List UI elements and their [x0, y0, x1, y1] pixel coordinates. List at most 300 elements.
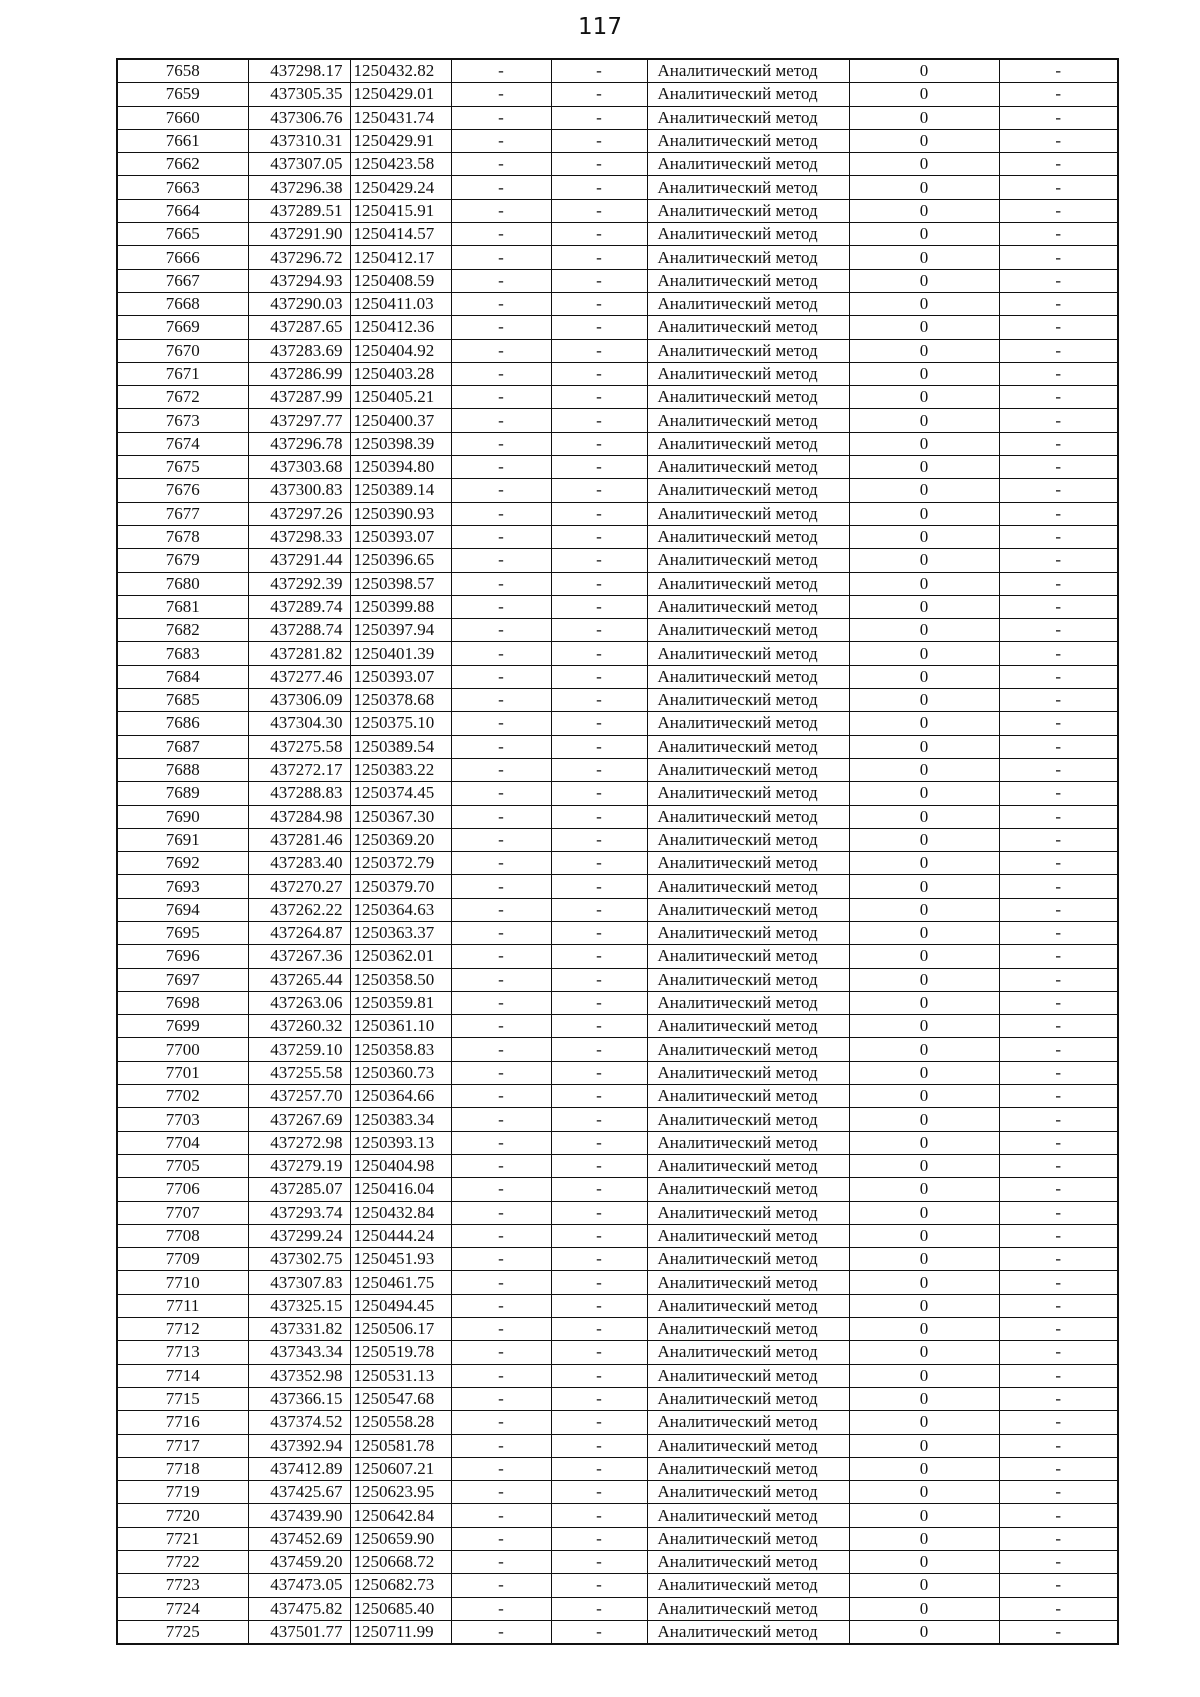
- dash-cell: -: [551, 1061, 647, 1084]
- table-row: [117, 782, 1118, 805]
- dash-cell: -: [551, 1224, 647, 1247]
- error-value-cell: 0: [849, 1481, 999, 1504]
- x-coordinate-cell: 437302.75: [248, 1248, 350, 1271]
- dash-cell: -: [451, 689, 551, 712]
- method-cell: Аналитический метод: [647, 525, 849, 548]
- dash-cell: -: [551, 129, 647, 152]
- dash-cell: -: [551, 1015, 647, 1038]
- dash-cell: -: [999, 921, 1118, 944]
- method-cell: Аналитический метод: [647, 199, 849, 222]
- y-coordinate-cell: 1250397.94: [350, 619, 451, 642]
- dash-cell: -: [551, 153, 647, 176]
- dash-cell: -: [551, 1597, 647, 1620]
- method-cell: Аналитический метод: [647, 1341, 849, 1364]
- point-number-cell: 7699: [117, 1015, 248, 1038]
- dash-cell: -: [999, 106, 1118, 129]
- method-cell: Аналитический метод: [647, 1085, 849, 1108]
- coordinates-table: [116, 58, 1119, 1645]
- method-cell: Аналитический метод: [647, 59, 849, 83]
- method-cell: Аналитический метод: [647, 316, 849, 339]
- dash-cell: -: [999, 362, 1118, 385]
- method-cell: Аналитический метод: [647, 432, 849, 455]
- dash-cell: -: [551, 339, 647, 362]
- error-value-cell: 0: [849, 1341, 999, 1364]
- dash-cell: -: [551, 1457, 647, 1480]
- point-number-cell: 7708: [117, 1224, 248, 1247]
- dash-cell: -: [451, 83, 551, 106]
- y-coordinate-cell: 1250607.21: [350, 1457, 451, 1480]
- y-coordinate-cell: 1250398.57: [350, 572, 451, 595]
- x-coordinate-cell: 437255.58: [248, 1061, 350, 1084]
- method-cell: Аналитический метод: [647, 1294, 849, 1317]
- x-coordinate-cell: 437287.65: [248, 316, 350, 339]
- y-coordinate-cell: 1250451.93: [350, 1248, 451, 1271]
- dash-cell: -: [451, 479, 551, 502]
- table-row: [117, 991, 1118, 1014]
- dash-cell: -: [999, 1364, 1118, 1387]
- y-coordinate-cell: 1250401.39: [350, 642, 451, 665]
- dash-cell: -: [999, 432, 1118, 455]
- dash-cell: -: [999, 1597, 1118, 1620]
- dash-cell: -: [999, 665, 1118, 688]
- method-cell: Аналитический метод: [647, 712, 849, 735]
- point-number-cell: 7696: [117, 945, 248, 968]
- table-row: [117, 665, 1118, 688]
- y-coordinate-cell: 1250429.91: [350, 129, 451, 152]
- dash-cell: -: [551, 945, 647, 968]
- y-coordinate-cell: 1250361.10: [350, 1015, 451, 1038]
- error-value-cell: 0: [849, 83, 999, 106]
- dash-cell: -: [999, 875, 1118, 898]
- dash-cell: -: [999, 1178, 1118, 1201]
- table-row: [117, 1551, 1118, 1574]
- x-coordinate-cell: 437262.22: [248, 898, 350, 921]
- x-coordinate-cell: 437297.26: [248, 502, 350, 525]
- x-coordinate-cell: 437300.83: [248, 479, 350, 502]
- error-value-cell: 0: [849, 758, 999, 781]
- dash-cell: -: [999, 199, 1118, 222]
- dash-cell: -: [551, 619, 647, 642]
- dash-cell: -: [551, 665, 647, 688]
- y-coordinate-cell: 1250367.30: [350, 805, 451, 828]
- dash-cell: -: [551, 59, 647, 83]
- dash-cell: -: [999, 782, 1118, 805]
- dash-cell: -: [999, 1341, 1118, 1364]
- point-number-cell: 7711: [117, 1294, 248, 1317]
- x-coordinate-cell: 437260.32: [248, 1015, 350, 1038]
- dash-cell: -: [451, 1085, 551, 1108]
- x-coordinate-cell: 437283.69: [248, 339, 350, 362]
- error-value-cell: 0: [849, 665, 999, 688]
- dash-cell: -: [999, 549, 1118, 572]
- dash-cell: -: [999, 1574, 1118, 1597]
- dash-cell: -: [551, 782, 647, 805]
- error-value-cell: 0: [849, 1434, 999, 1457]
- method-cell: Аналитический метод: [647, 875, 849, 898]
- method-cell: Аналитический метод: [647, 619, 849, 642]
- point-number-cell: 7693: [117, 875, 248, 898]
- point-number-cell: 7675: [117, 456, 248, 479]
- y-coordinate-cell: 1250396.65: [350, 549, 451, 572]
- method-cell: Аналитический метод: [647, 1248, 849, 1271]
- error-value-cell: 0: [849, 316, 999, 339]
- x-coordinate-cell: 437306.09: [248, 689, 350, 712]
- table-row: [117, 712, 1118, 735]
- y-coordinate-cell: 1250394.80: [350, 456, 451, 479]
- dash-cell: -: [551, 199, 647, 222]
- y-coordinate-cell: 1250358.50: [350, 968, 451, 991]
- dash-cell: -: [999, 1551, 1118, 1574]
- y-coordinate-cell: 1250389.14: [350, 479, 451, 502]
- point-number-cell: 7701: [117, 1061, 248, 1084]
- x-coordinate-cell: 437275.58: [248, 735, 350, 758]
- x-coordinate-cell: 437366.15: [248, 1387, 350, 1410]
- x-coordinate-cell: 437298.17: [248, 59, 350, 83]
- point-number-cell: 7664: [117, 199, 248, 222]
- table-row: [117, 572, 1118, 595]
- table-row: [117, 409, 1118, 432]
- x-coordinate-cell: 437299.24: [248, 1224, 350, 1247]
- method-cell: Аналитический метод: [647, 1457, 849, 1480]
- dash-cell: -: [451, 1201, 551, 1224]
- method-cell: Аналитический метод: [647, 1038, 849, 1061]
- y-coordinate-cell: 1250383.34: [350, 1108, 451, 1131]
- dash-cell: -: [999, 968, 1118, 991]
- dash-cell: -: [999, 246, 1118, 269]
- dash-cell: -: [551, 735, 647, 758]
- dash-cell: -: [451, 619, 551, 642]
- table-row: [117, 246, 1118, 269]
- point-number-cell: 7684: [117, 665, 248, 688]
- y-coordinate-cell: 1250432.84: [350, 1201, 451, 1224]
- error-value-cell: 0: [849, 1620, 999, 1644]
- dash-cell: -: [551, 1085, 647, 1108]
- point-number-cell: 7706: [117, 1178, 248, 1201]
- dash-cell: -: [551, 898, 647, 921]
- dash-cell: -: [551, 1504, 647, 1527]
- method-cell: Аналитический метод: [647, 1318, 849, 1341]
- table-row: [117, 549, 1118, 572]
- error-value-cell: 0: [849, 1294, 999, 1317]
- point-number-cell: 7700: [117, 1038, 248, 1061]
- point-number-cell: 7688: [117, 758, 248, 781]
- x-coordinate-cell: 437310.31: [248, 129, 350, 152]
- y-coordinate-cell: 1250363.37: [350, 921, 451, 944]
- x-coordinate-cell: 437304.30: [248, 712, 350, 735]
- error-value-cell: 0: [849, 595, 999, 618]
- point-number-cell: 7670: [117, 339, 248, 362]
- x-coordinate-cell: 437267.69: [248, 1108, 350, 1131]
- dash-cell: -: [999, 83, 1118, 106]
- method-cell: Аналитический метод: [647, 828, 849, 851]
- table-row: [117, 875, 1118, 898]
- dash-cell: -: [999, 828, 1118, 851]
- table-row: [117, 1318, 1118, 1341]
- point-number-cell: 7718: [117, 1457, 248, 1480]
- x-coordinate-cell: 437265.44: [248, 968, 350, 991]
- dash-cell: -: [551, 1154, 647, 1177]
- y-coordinate-cell: 1250461.75: [350, 1271, 451, 1294]
- error-value-cell: 0: [849, 828, 999, 851]
- method-cell: Аналитический метод: [647, 292, 849, 315]
- x-coordinate-cell: 437296.78: [248, 432, 350, 455]
- table-row: [117, 735, 1118, 758]
- point-number-cell: 7707: [117, 1201, 248, 1224]
- x-coordinate-cell: 437286.99: [248, 362, 350, 385]
- dash-cell: -: [551, 1248, 647, 1271]
- dash-cell: -: [451, 432, 551, 455]
- error-value-cell: 0: [849, 1061, 999, 1084]
- point-number-cell: 7714: [117, 1364, 248, 1387]
- point-number-cell: 7704: [117, 1131, 248, 1154]
- table-row: [117, 432, 1118, 455]
- error-value-cell: 0: [849, 106, 999, 129]
- y-coordinate-cell: 1250412.36: [350, 316, 451, 339]
- dash-cell: -: [999, 176, 1118, 199]
- dash-cell: -: [999, 1108, 1118, 1131]
- method-cell: Аналитический метод: [647, 1201, 849, 1224]
- dash-cell: -: [451, 572, 551, 595]
- table-row: [117, 758, 1118, 781]
- point-number-cell: 7673: [117, 409, 248, 432]
- table-row: [117, 1481, 1118, 1504]
- table-row: [117, 1364, 1118, 1387]
- point-number-cell: 7677: [117, 502, 248, 525]
- table-row: [117, 1294, 1118, 1317]
- method-cell: Аналитический метод: [647, 1387, 849, 1410]
- point-number-cell: 7661: [117, 129, 248, 152]
- table-row: [117, 968, 1118, 991]
- table-body: [117, 59, 1118, 1644]
- dash-cell: -: [999, 525, 1118, 548]
- method-cell: Аналитический метод: [647, 665, 849, 688]
- dash-cell: -: [451, 875, 551, 898]
- dash-cell: -: [451, 1341, 551, 1364]
- point-number-cell: 7687: [117, 735, 248, 758]
- table-row: [117, 1387, 1118, 1410]
- method-cell: Аналитический метод: [647, 106, 849, 129]
- dash-cell: -: [999, 642, 1118, 665]
- dash-cell: -: [551, 712, 647, 735]
- error-value-cell: 0: [849, 409, 999, 432]
- dash-cell: -: [551, 1341, 647, 1364]
- x-coordinate-cell: 437284.98: [248, 805, 350, 828]
- y-coordinate-cell: 1250393.07: [350, 525, 451, 548]
- method-cell: Аналитический метод: [647, 1178, 849, 1201]
- dash-cell: -: [999, 502, 1118, 525]
- dash-cell: -: [551, 968, 647, 991]
- point-number-cell: 7702: [117, 1085, 248, 1108]
- method-cell: Аналитический метод: [647, 1411, 849, 1434]
- dash-cell: -: [999, 572, 1118, 595]
- error-value-cell: 0: [849, 129, 999, 152]
- table-row: [117, 456, 1118, 479]
- y-coordinate-cell: 1250364.66: [350, 1085, 451, 1108]
- x-coordinate-cell: 437352.98: [248, 1364, 350, 1387]
- error-value-cell: 0: [849, 898, 999, 921]
- x-coordinate-cell: 437290.03: [248, 292, 350, 315]
- dash-cell: -: [551, 758, 647, 781]
- dash-cell: -: [451, 852, 551, 875]
- point-number-cell: 7710: [117, 1271, 248, 1294]
- dash-cell: -: [451, 758, 551, 781]
- error-value-cell: 0: [849, 1574, 999, 1597]
- error-value-cell: 0: [849, 386, 999, 409]
- y-coordinate-cell: 1250399.88: [350, 595, 451, 618]
- table-row: [117, 339, 1118, 362]
- point-number-cell: 7725: [117, 1620, 248, 1644]
- error-value-cell: 0: [849, 619, 999, 642]
- y-coordinate-cell: 1250668.72: [350, 1551, 451, 1574]
- dash-cell: -: [451, 1411, 551, 1434]
- dash-cell: -: [999, 1527, 1118, 1550]
- x-coordinate-cell: 437473.05: [248, 1574, 350, 1597]
- table-row: [117, 1178, 1118, 1201]
- error-value-cell: 0: [849, 525, 999, 548]
- dash-cell: -: [451, 339, 551, 362]
- y-coordinate-cell: 1250360.73: [350, 1061, 451, 1084]
- x-coordinate-cell: 437288.74: [248, 619, 350, 642]
- method-cell: Аналитический метод: [647, 549, 849, 572]
- dash-cell: -: [451, 1387, 551, 1410]
- x-coordinate-cell: 437283.40: [248, 852, 350, 875]
- x-coordinate-cell: 437296.72: [248, 246, 350, 269]
- y-coordinate-cell: 1250431.74: [350, 106, 451, 129]
- table-row: [117, 83, 1118, 106]
- point-number-cell: 7671: [117, 362, 248, 385]
- point-number-cell: 7692: [117, 852, 248, 875]
- dash-cell: -: [451, 316, 551, 339]
- method-cell: Аналитический метод: [647, 945, 849, 968]
- method-cell: Аналитический метод: [647, 991, 849, 1014]
- dash-cell: -: [451, 1551, 551, 1574]
- method-cell: Аналитический метод: [647, 782, 849, 805]
- table-row: [117, 59, 1118, 83]
- dash-cell: -: [999, 1131, 1118, 1154]
- dash-cell: -: [551, 1434, 647, 1457]
- y-coordinate-cell: 1250415.91: [350, 199, 451, 222]
- method-cell: Аналитический метод: [647, 1364, 849, 1387]
- method-cell: Аналитический метод: [647, 176, 849, 199]
- method-cell: Аналитический метод: [647, 246, 849, 269]
- error-value-cell: 0: [849, 1015, 999, 1038]
- error-value-cell: 0: [849, 1597, 999, 1620]
- point-number-cell: 7683: [117, 642, 248, 665]
- table-row: [117, 269, 1118, 292]
- error-value-cell: 0: [849, 1504, 999, 1527]
- dash-cell: -: [551, 642, 647, 665]
- dash-cell: -: [551, 1178, 647, 1201]
- dash-cell: -: [999, 1248, 1118, 1271]
- y-coordinate-cell: 1250531.13: [350, 1364, 451, 1387]
- x-coordinate-cell: 437475.82: [248, 1597, 350, 1620]
- dash-cell: -: [551, 805, 647, 828]
- point-number-cell: 7676: [117, 479, 248, 502]
- y-coordinate-cell: 1250416.04: [350, 1178, 451, 1201]
- dash-cell: -: [999, 1154, 1118, 1177]
- dash-cell: -: [551, 1271, 647, 1294]
- dash-cell: -: [451, 362, 551, 385]
- x-coordinate-cell: 437425.67: [248, 1481, 350, 1504]
- dash-cell: -: [999, 898, 1118, 921]
- y-coordinate-cell: 1250375.10: [350, 712, 451, 735]
- dash-cell: -: [551, 316, 647, 339]
- x-coordinate-cell: 437279.19: [248, 1154, 350, 1177]
- point-number-cell: 7679: [117, 549, 248, 572]
- point-number-cell: 7716: [117, 1411, 248, 1434]
- x-coordinate-cell: 437331.82: [248, 1318, 350, 1341]
- dash-cell: -: [551, 409, 647, 432]
- method-cell: Аналитический метод: [647, 1271, 849, 1294]
- x-coordinate-cell: 437272.17: [248, 758, 350, 781]
- x-coordinate-cell: 437325.15: [248, 1294, 350, 1317]
- table-row: [117, 1271, 1118, 1294]
- method-cell: Аналитический метод: [647, 689, 849, 712]
- y-coordinate-cell: 1250408.59: [350, 269, 451, 292]
- error-value-cell: 0: [849, 991, 999, 1014]
- x-coordinate-cell: 437294.93: [248, 269, 350, 292]
- error-value-cell: 0: [849, 292, 999, 315]
- x-coordinate-cell: 437267.36: [248, 945, 350, 968]
- table-row: [117, 1434, 1118, 1457]
- method-cell: Аналитический метод: [647, 409, 849, 432]
- table-row: [117, 153, 1118, 176]
- point-number-cell: 7674: [117, 432, 248, 455]
- dash-cell: -: [999, 479, 1118, 502]
- dash-cell: -: [451, 1061, 551, 1084]
- dash-cell: -: [551, 549, 647, 572]
- y-coordinate-cell: 1250711.99: [350, 1620, 451, 1644]
- error-value-cell: 0: [849, 1038, 999, 1061]
- dash-cell: -: [451, 1248, 551, 1271]
- dash-cell: -: [451, 921, 551, 944]
- dash-cell: -: [451, 525, 551, 548]
- method-cell: Аналитический метод: [647, 339, 849, 362]
- x-coordinate-cell: 437288.83: [248, 782, 350, 805]
- point-number-cell: 7662: [117, 153, 248, 176]
- dash-cell: -: [451, 1364, 551, 1387]
- point-number-cell: 7668: [117, 292, 248, 315]
- y-coordinate-cell: 1250383.22: [350, 758, 451, 781]
- y-coordinate-cell: 1250369.20: [350, 828, 451, 851]
- dash-cell: -: [551, 432, 647, 455]
- dash-cell: -: [551, 479, 647, 502]
- dash-cell: -: [551, 525, 647, 548]
- error-value-cell: 0: [849, 642, 999, 665]
- y-coordinate-cell: 1250685.40: [350, 1597, 451, 1620]
- y-coordinate-cell: 1250494.45: [350, 1294, 451, 1317]
- point-number-cell: 7691: [117, 828, 248, 851]
- method-cell: Аналитический метод: [647, 595, 849, 618]
- dash-cell: -: [451, 1504, 551, 1527]
- dash-cell: -: [999, 316, 1118, 339]
- y-coordinate-cell: 1250378.68: [350, 689, 451, 712]
- error-value-cell: 0: [849, 1201, 999, 1224]
- dash-cell: -: [451, 828, 551, 851]
- dash-cell: -: [451, 176, 551, 199]
- y-coordinate-cell: 1250358.83: [350, 1038, 451, 1061]
- y-coordinate-cell: 1250393.13: [350, 1131, 451, 1154]
- y-coordinate-cell: 1250682.73: [350, 1574, 451, 1597]
- y-coordinate-cell: 1250642.84: [350, 1504, 451, 1527]
- x-coordinate-cell: 437303.68: [248, 456, 350, 479]
- error-value-cell: 0: [849, 1108, 999, 1131]
- x-coordinate-cell: 437263.06: [248, 991, 350, 1014]
- method-cell: Аналитический метод: [647, 269, 849, 292]
- point-number-cell: 7659: [117, 83, 248, 106]
- dash-cell: -: [999, 619, 1118, 642]
- error-value-cell: 0: [849, 432, 999, 455]
